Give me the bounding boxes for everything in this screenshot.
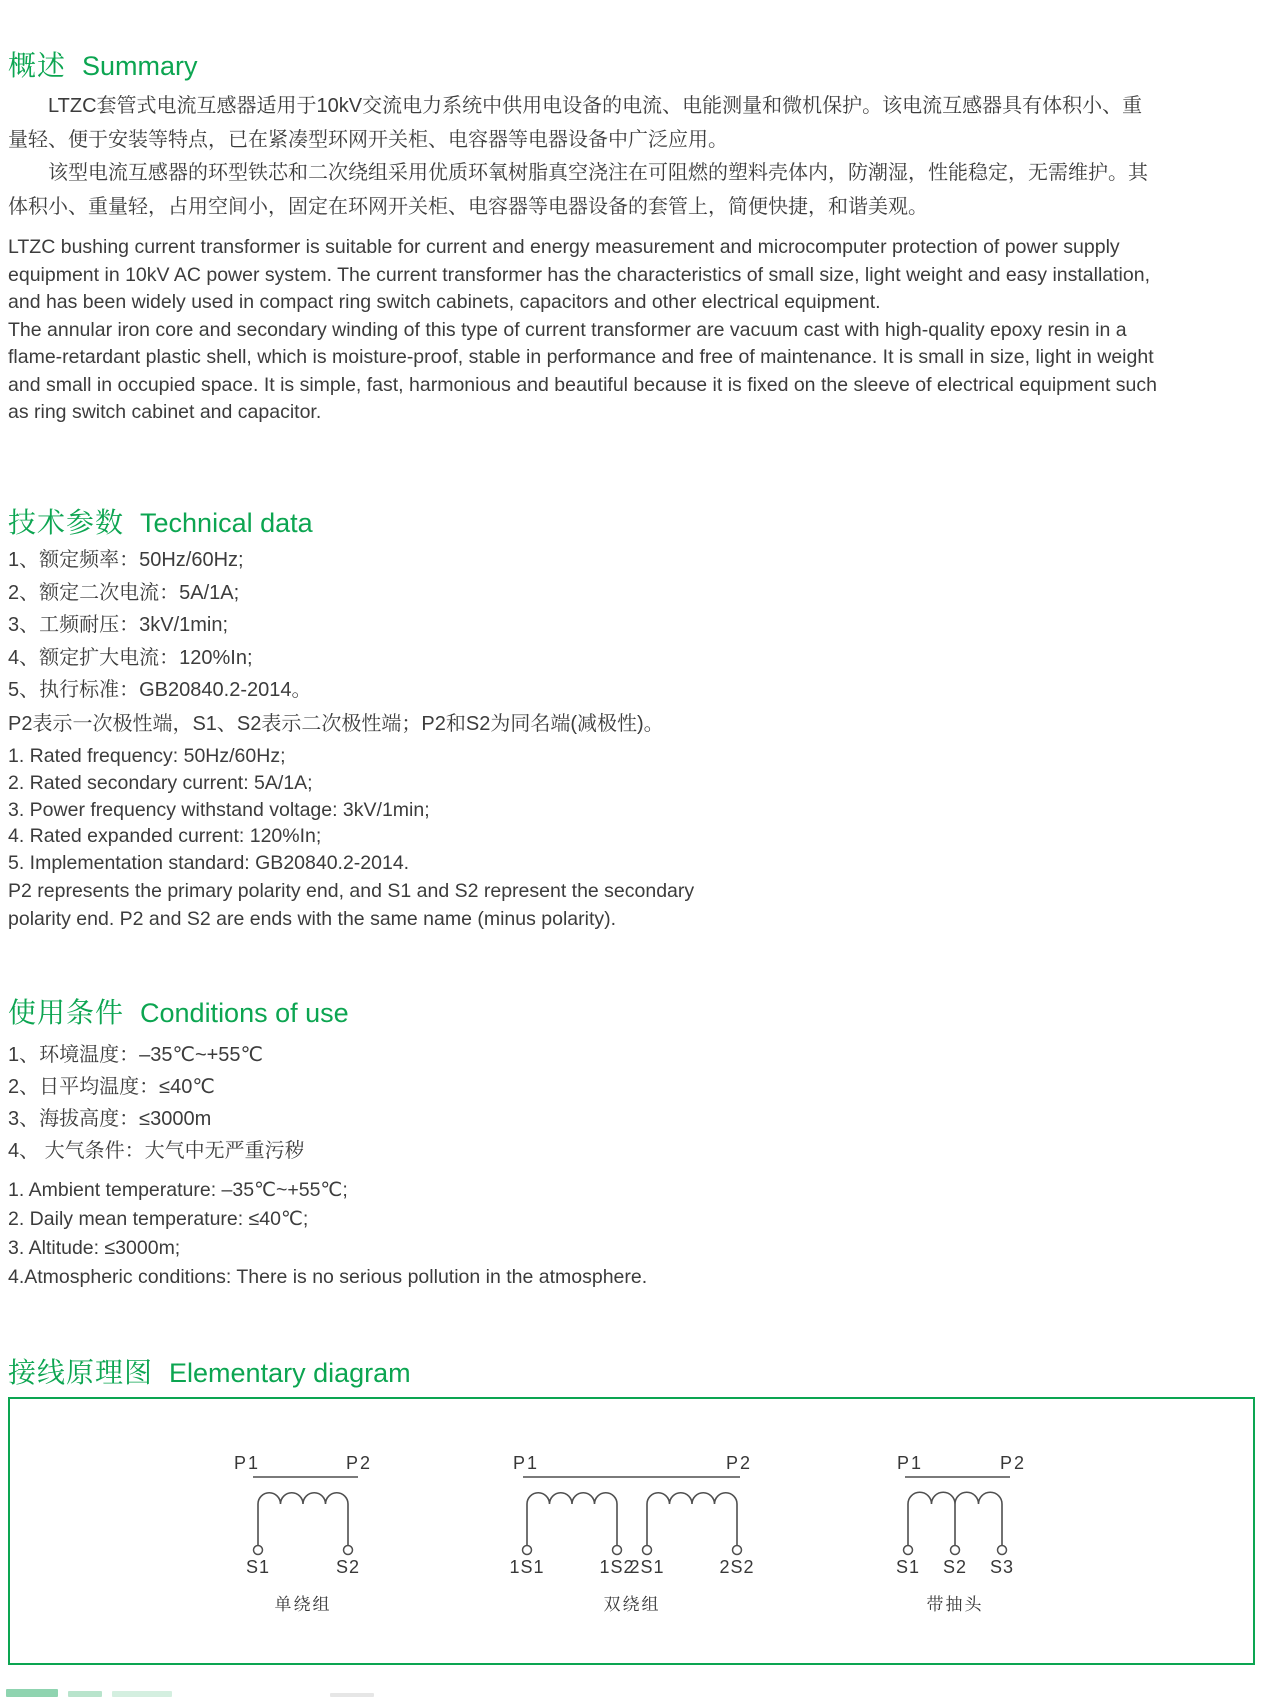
winding-figure-double xyxy=(488,1447,768,1622)
list-item: 4. Rated expanded current: 120%In; xyxy=(8,825,322,848)
section-heading-technical-data xyxy=(8,501,313,541)
secondary-terminal-label: S3 xyxy=(989,1557,1015,1577)
list-item: 4.Atmospheric conditions: There is no serious pollution in the atmosphere. xyxy=(8,1266,648,1288)
conditions-zh-list xyxy=(8,1039,1166,1167)
secondary-terminal-label: S1 xyxy=(245,1557,271,1577)
summary-en-paragraph-2: The annular iron core and secondary winding of this type of current transformer are vacuum cast with high-quality epoxy resin in a flame-retardant plastic shell, which is moisture-proof, stable in performance and free of maintenance. It is small in size, light in weight and small in occupied space. It is simple, fast, harmonious and beautiful because it is fixed on the sleeve of electrical equipment such as ring switch cabinet and capacitor. xyxy=(8,318,1157,423)
technical-en-note xyxy=(8,877,1166,933)
heading-en: Technical data xyxy=(140,508,313,538)
figure-caption: 单绕组 xyxy=(274,1595,332,1614)
list-item: 4、 大气条件：大气中无严重污秽 xyxy=(8,1140,305,1162)
list-item: 1. Ambient temperature: –35℃~+55℃; xyxy=(8,1179,348,1201)
list-item: 3、海拔高度：≤3000m xyxy=(8,1108,212,1130)
secondary-terminal-label: S2 xyxy=(335,1557,361,1577)
list-item: 1. Rated frequency: 50Hz/60Hz; xyxy=(8,745,286,767)
secondary-terminal-label: 2S1 xyxy=(629,1557,665,1577)
secondary-terminal-label: 1S1 xyxy=(509,1557,545,1577)
section-heading-conditions-of-use xyxy=(8,991,349,1031)
list-item: 1、环境温度：–35℃~+55℃ xyxy=(8,1044,264,1066)
list-item: 5. Implementation standard: GB20840.2-2014. xyxy=(8,852,410,875)
figure-caption: 双绕组 xyxy=(603,1595,661,1614)
elementary-diagram-panel xyxy=(8,1397,1255,1665)
heading-en: Summary xyxy=(82,51,198,81)
secondary-terminal-label: S2 xyxy=(942,1557,968,1577)
section-heading-elementary-diagram xyxy=(8,1351,411,1391)
note-line: P2 represents the primary polarity end, and S1 and S2 represent the secondary xyxy=(8,880,695,902)
heading-zh: 概述 xyxy=(8,50,67,81)
winding-figure-tapped xyxy=(868,1447,1088,1622)
summary-english-text xyxy=(8,234,1166,427)
heading-zh: 使用条件 xyxy=(8,997,125,1028)
note-line: polarity end. P2 and S2 are ends with the same name (minus polarity). xyxy=(8,908,617,930)
secondary-terminal-label: S1 xyxy=(895,1557,921,1577)
technical-zh-note: P2表示一次极性端，S1、S2表示二次极性端；P2和S2为同名端(减极性)。 xyxy=(8,713,664,735)
heading-en: Conditions of use xyxy=(140,998,349,1028)
technical-zh-list xyxy=(8,544,1166,707)
primary-terminal-label: P2 xyxy=(1000,1453,1027,1473)
summary-en-paragraph-1: LTZC bushing current transformer is suitable for current and energy measurement and microcomputer protection of power supply equipment in 10kV AC power system. The current transformer has the characteristics of small size, light weight and easy installation, and has been widely used in compact ring switch cabinets, capacitors and other electrical equipment. xyxy=(8,236,1150,313)
heading-zh: 接线原理图 xyxy=(8,1357,154,1388)
list-item: 5、执行标准：GB20840.2-2014。 xyxy=(8,679,312,701)
list-item: 2、日平均温度：≤40℃ xyxy=(8,1076,215,1098)
secondary-terminal-label: 1S2 xyxy=(599,1557,635,1577)
cropped-next-section-heading xyxy=(6,1687,606,1697)
primary-terminal-label: P2 xyxy=(346,1453,373,1473)
conditions-en-list xyxy=(8,1176,1166,1292)
figure-caption: 带抽头 xyxy=(926,1595,984,1614)
primary-terminal-label: P1 xyxy=(897,1453,924,1473)
section-heading-summary xyxy=(8,44,198,84)
heading-zh: 技术参数 xyxy=(8,507,125,538)
primary-terminal-label: P2 xyxy=(726,1453,753,1473)
summary-zh-paragraph-1: LTZC套管式电流互感器适用于10kV交流电力系统中供用电设备的电流、电能测量和微机保护。该电流互感器具有体积小、重量轻、便于安装等特点，已在紧凑型环网开关柜、电容器等电器设备中广泛应用。 xyxy=(8,95,1143,151)
heading-en: Elementary diagram xyxy=(169,1358,411,1388)
primary-terminal-label: P1 xyxy=(234,1453,261,1473)
technical-en-list xyxy=(8,743,1166,877)
list-item: 2. Daily mean temperature: ≤40℃; xyxy=(8,1208,309,1230)
list-item: 3. Altitude: ≤3000m; xyxy=(8,1237,181,1259)
summary-chinese-text xyxy=(8,90,1160,224)
secondary-terminal-label: 2S2 xyxy=(719,1557,755,1577)
list-item: 1、额定频率：50Hz/60Hz; xyxy=(8,549,244,571)
list-item: 3. Power frequency withstand voltage: 3kV/1min; xyxy=(8,798,430,821)
primary-terminal-label: P1 xyxy=(513,1453,540,1473)
list-item: 2. Rated secondary current: 5A/1A; xyxy=(8,771,313,794)
summary-zh-paragraph-2: 该型电流互感器的环型铁芯和二次绕组采用优质环氧树脂真空浇注在可阻燃的塑料壳体内，防潮湿，性能稳定，无需维护。其体积小、重量轻，占用空间小，固定在环网开关柜、电容器等电器设备的套管上，简便快捷，和谐美观。 xyxy=(8,162,1148,218)
list-item: 4、额定扩大电流：120%In; xyxy=(8,646,253,669)
list-item: 2、额定二次电流：5A/1A; xyxy=(8,581,240,604)
winding-figure-single xyxy=(188,1447,468,1622)
list-item: 3、工频耐压：3kV/1min; xyxy=(8,614,229,636)
